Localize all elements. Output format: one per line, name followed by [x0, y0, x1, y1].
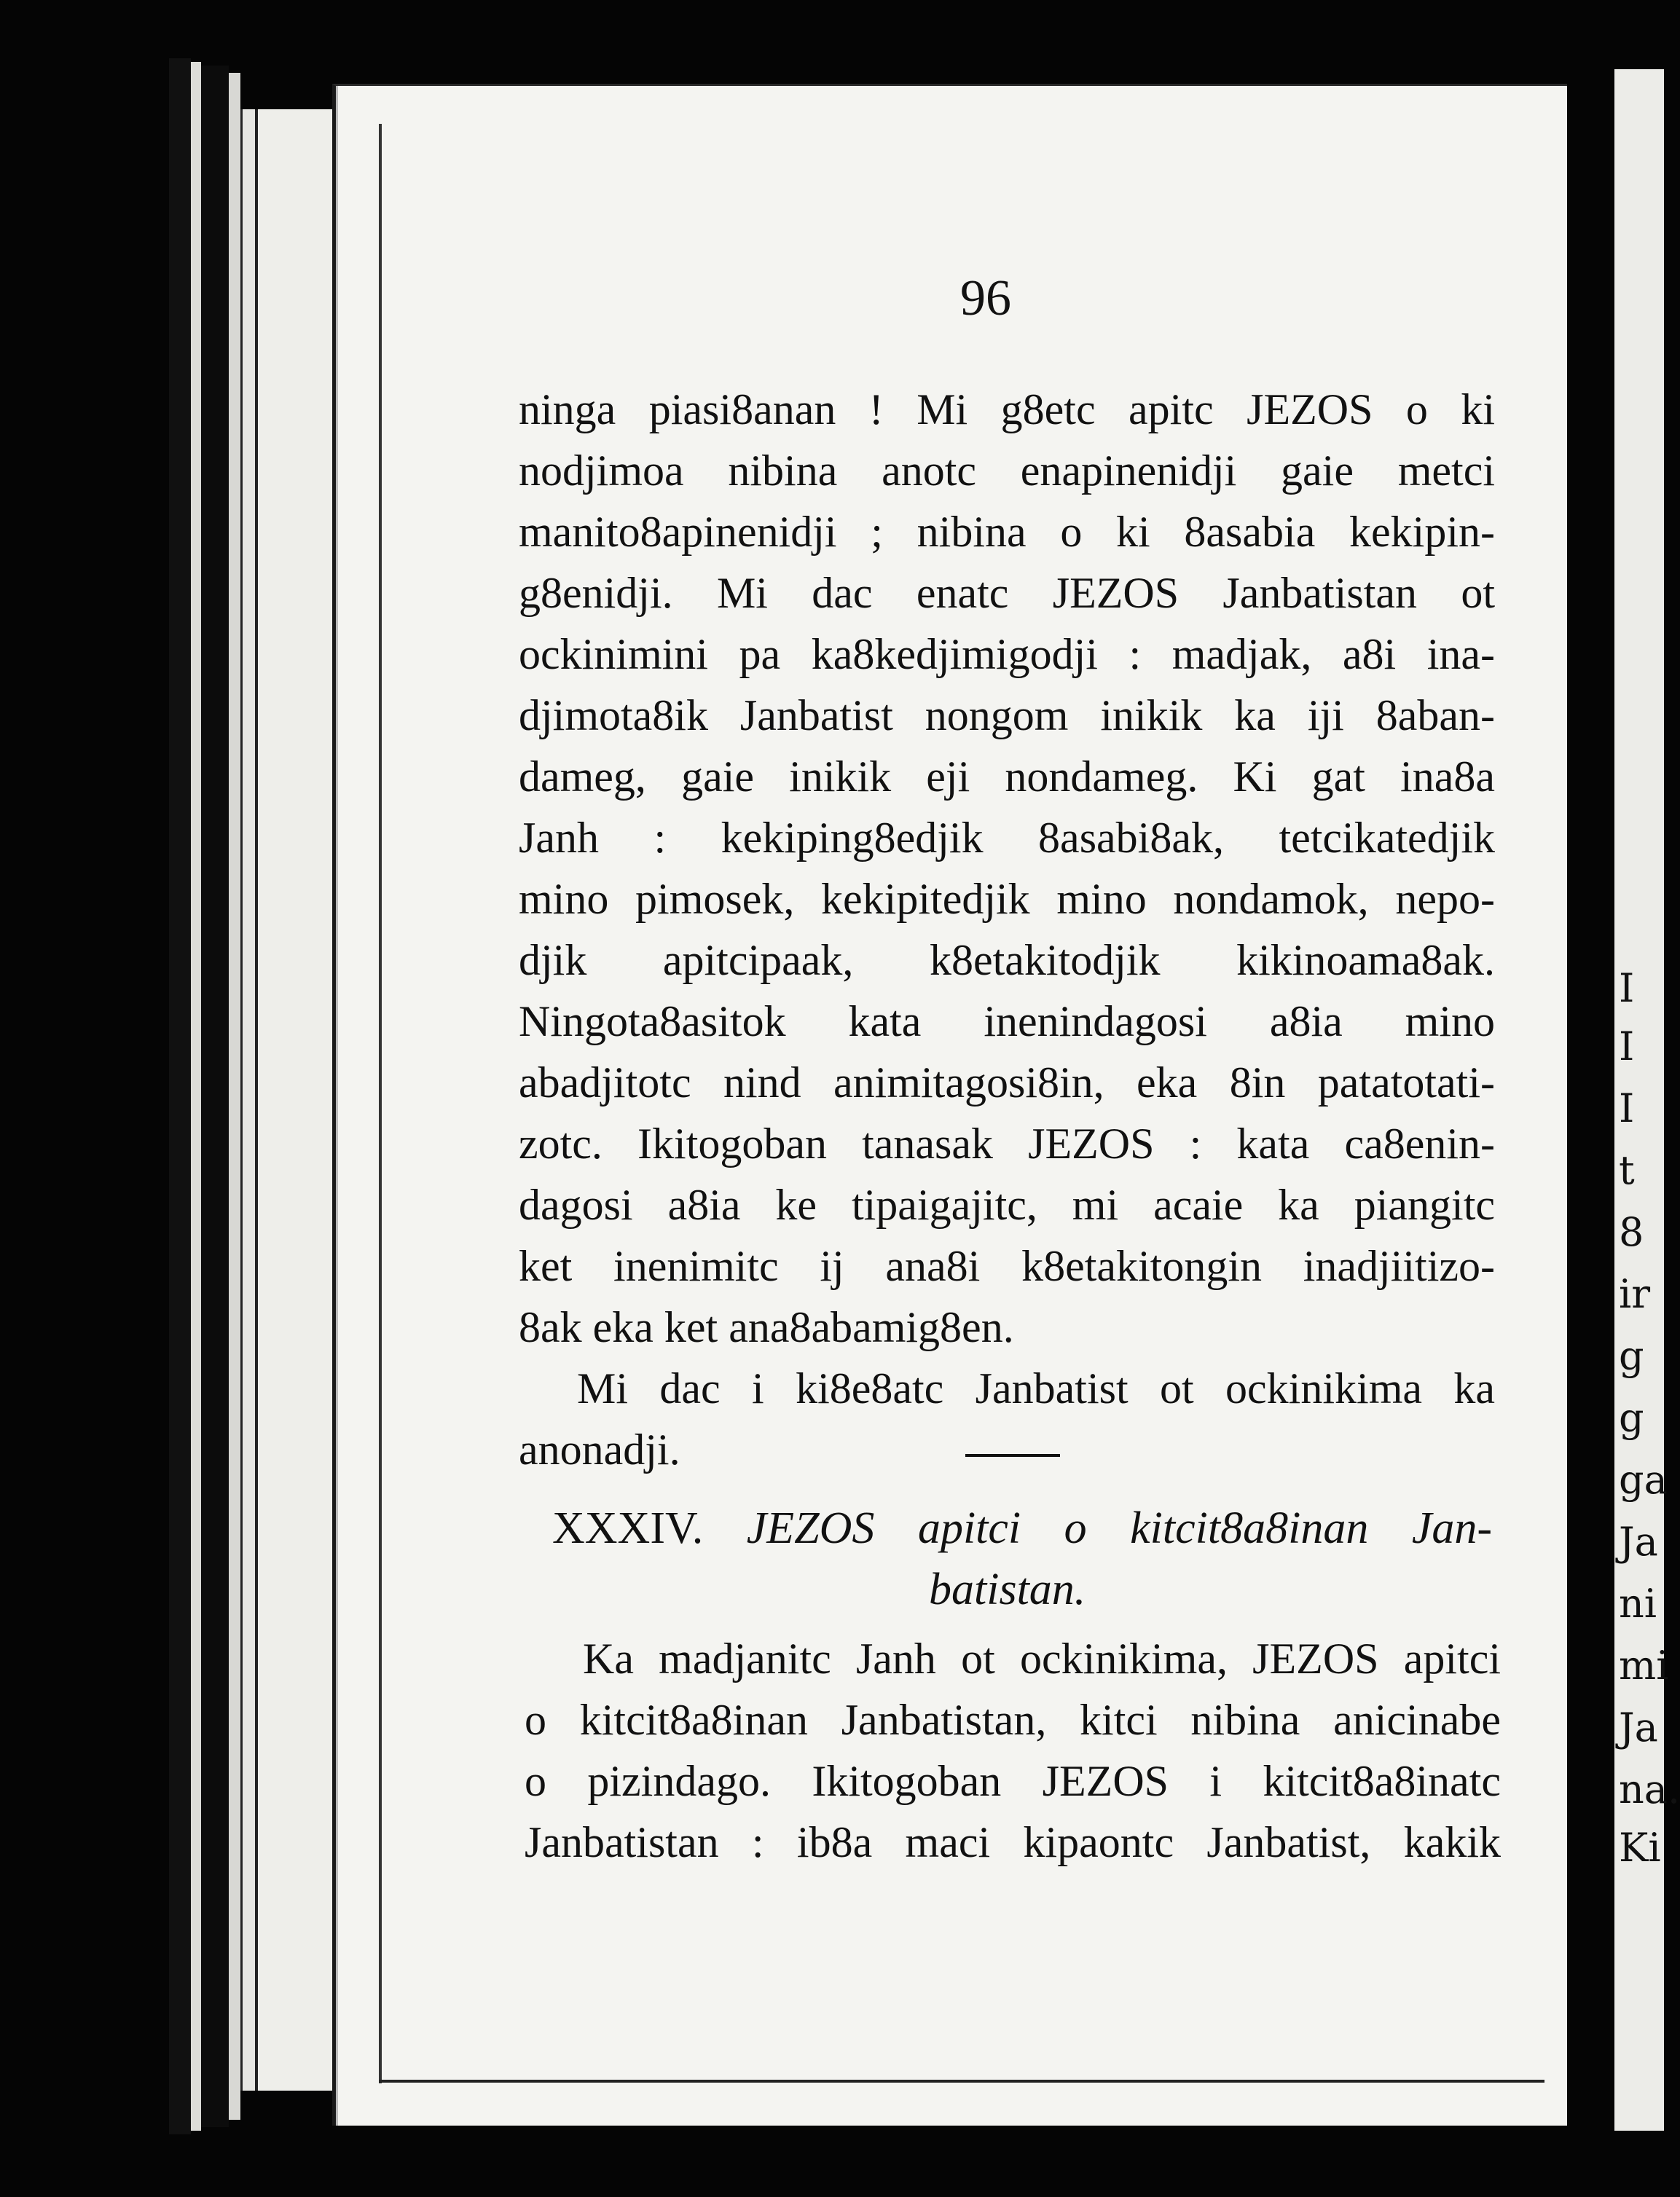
paragraph-3 — [525, 1628, 1501, 1873]
text-line: Janbatistan : ib8a maci kipaontc Janbatist, kakik — [525, 1818, 1501, 1866]
text-line: mino pimosek, kekipitedjik mino nondamok, nepo- — [519, 875, 1495, 923]
book-edge-light — [191, 62, 201, 2131]
text-line: ninga piasi8anan ! Mi g8etc apitc JEZOS o ki — [519, 385, 1495, 433]
text-line: Mi dac i ki8e8atc Janbatist ot ockinikima ka — [577, 1364, 1495, 1412]
next-page-text: na. — [1619, 1766, 1680, 1812]
book-edge-dark — [169, 58, 191, 2134]
next-page-text: Ja — [1619, 1705, 1658, 1750]
text-line: anonadji. — [519, 1426, 680, 1474]
next-page-fragment — [1614, 69, 1680, 2131]
page-rule-bottom — [379, 2080, 1544, 2083]
section-divider — [965, 1454, 1060, 1457]
page-number: 96 — [960, 270, 1011, 326]
next-page-text: I — [1619, 1085, 1635, 1131]
text-line: abadjitotc nind animitagosi8in, eka 8in patatotati- — [519, 1058, 1495, 1107]
text-line: ket inenimitc ij ana8i k8etakitongin inadjiitizo- — [519, 1242, 1495, 1290]
next-page-text: Ja — [1619, 1519, 1658, 1565]
text-line: dagosi a8ia ke tipaigajitc, mi acaie ka piangitc — [519, 1181, 1495, 1229]
paragraph-1 — [519, 379, 1495, 1480]
text-line: Ka madjanitc Janh ot ockinikima, JEZOS apitci — [583, 1635, 1501, 1683]
page-rule-left — [379, 124, 382, 2083]
next-page-text: mi — [1619, 1643, 1669, 1689]
next-page-text: I — [1619, 965, 1635, 1011]
next-page-text: ir — [1619, 1271, 1651, 1317]
chapter-title-line-1: JEZOS apitci o kitcit8a8inan Jan- — [746, 1504, 1493, 1553]
next-page-text: ga — [1619, 1457, 1668, 1503]
next-page-text: 8 — [1619, 1209, 1644, 1255]
next-page-text: I — [1619, 1023, 1635, 1069]
text-line: 8ak eka ket ana8abamig8en. — [519, 1303, 1014, 1351]
book-edge-dark-2 — [201, 66, 229, 2127]
text-line: g8enidji. Mi dac enatc JEZOS Janbatistan ot — [519, 569, 1495, 617]
text-line: Janh : kekiping8edjik 8asabi8ak, tetcikatedjik — [519, 814, 1495, 862]
next-page-text: ni — [1619, 1581, 1657, 1627]
text-line: o pizindago. Ikitogoban JEZOS i kitcit8a8inatc — [525, 1757, 1501, 1805]
text-line: ockinimini pa ka8kedjimigodji : madjak, a8i ina- — [519, 630, 1495, 678]
text-line: djik apitcipaak, k8etakitodjik kikinoama8ak. — [519, 936, 1495, 984]
next-page-text: g — [1619, 1333, 1644, 1379]
next-page-text: Ki — [1619, 1825, 1661, 1871]
book-edge-light-2 — [229, 73, 240, 2120]
next-page-text: g — [1619, 1395, 1644, 1441]
chapter-title-line-2: batistan. — [929, 1565, 1086, 1614]
text-line: o kitcit8a8inan Janbatistan, kitci nibina anicinabe — [525, 1696, 1501, 1744]
text-line: dameg, gaie inikik eji nondameg. Ki gat ina8a — [519, 752, 1495, 801]
chapter-heading — [552, 1498, 1492, 1559]
text-line: djimota8ik Janbatist nongom inikik ka iji 8aban- — [519, 691, 1495, 739]
text-line: manito8apinenidji ; nibina o ki 8asabia kekipin- — [519, 508, 1495, 556]
chapter-numeral: XXXIV. — [552, 1504, 704, 1553]
text-line: zotc. Ikitogoban tanasak JEZOS : kata ca8enin- — [519, 1120, 1495, 1168]
next-page-text: t — [1619, 1147, 1635, 1193]
text-line: Ningota8asitok kata inenindagosi a8ia mino — [519, 997, 1495, 1045]
text-line: nodjimoa nibina anotc enapinenidji gaie metci — [519, 447, 1495, 495]
